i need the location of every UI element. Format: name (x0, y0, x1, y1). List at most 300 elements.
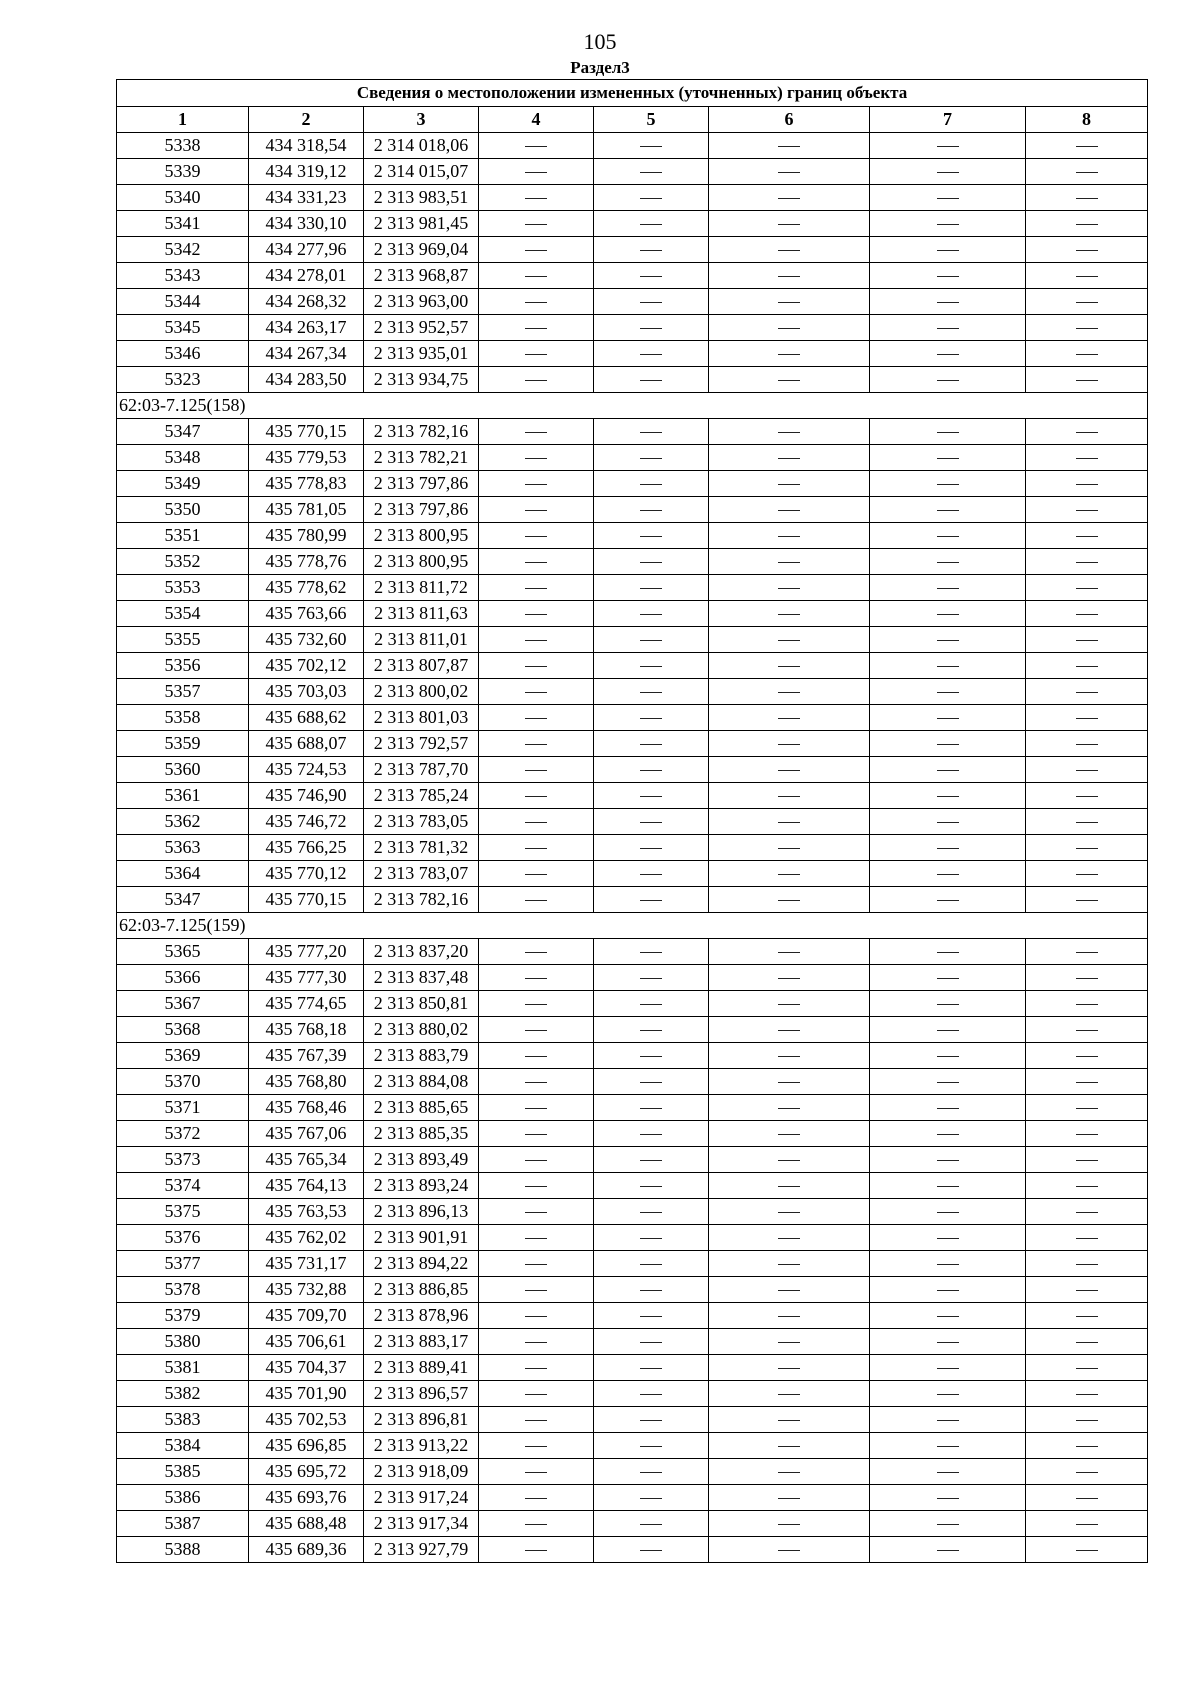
table-row (117, 1329, 1148, 1355)
empty-value-cell (870, 1199, 1026, 1225)
y-coordinate-cell: 2 313 896,81 (364, 1407, 479, 1433)
empty-value-cell (709, 861, 870, 887)
point-number-cell: 5338 (117, 133, 249, 159)
column-header: 4 (479, 107, 594, 133)
empty-value-cell (709, 653, 870, 679)
empty-value-cell (479, 1225, 594, 1251)
point-number-cell: 5384 (117, 1433, 249, 1459)
dash-mark (778, 1212, 800, 1213)
empty-value-cell (870, 1173, 1026, 1199)
point-number-cell: 5349 (117, 471, 249, 497)
empty-value-cell (870, 289, 1026, 315)
y-coordinate-cell: 2 313 969,04 (364, 237, 479, 263)
table-row (117, 1433, 1148, 1459)
dash-mark (778, 1134, 800, 1135)
empty-value-cell (709, 211, 870, 237)
dash-mark (1076, 1550, 1098, 1551)
y-coordinate-cell: 2 313 811,72 (364, 575, 479, 601)
empty-value-cell (594, 601, 709, 627)
empty-value-cell (870, 1511, 1026, 1537)
table-row (117, 1017, 1148, 1043)
dash-mark (525, 1368, 547, 1369)
table-row (117, 575, 1148, 601)
x-coordinate-cell: 435 770,15 (249, 419, 364, 445)
point-number-cell: 5323 (117, 367, 249, 393)
dash-mark (937, 198, 959, 199)
empty-value-cell (709, 575, 870, 601)
empty-value-cell (479, 783, 594, 809)
x-coordinate-cell: 434 283,50 (249, 367, 364, 393)
empty-value-cell (1026, 1433, 1148, 1459)
empty-value-cell (870, 705, 1026, 731)
x-coordinate-cell: 435 731,17 (249, 1251, 364, 1277)
dash-mark (778, 1160, 800, 1161)
empty-value-cell (709, 471, 870, 497)
empty-value-cell (870, 861, 1026, 887)
empty-value-cell (709, 835, 870, 861)
empty-value-cell (594, 549, 709, 575)
y-coordinate-cell: 2 313 801,03 (364, 705, 479, 731)
empty-value-cell (479, 991, 594, 1017)
point-number-cell: 5388 (117, 1537, 249, 1563)
dash-mark (640, 1186, 662, 1187)
dash-mark (525, 640, 547, 641)
empty-value-cell (594, 419, 709, 445)
empty-value-cell (709, 341, 870, 367)
empty-value-cell (594, 809, 709, 835)
dash-mark (778, 432, 800, 433)
empty-value-cell (870, 445, 1026, 471)
dash-mark (525, 1472, 547, 1473)
dash-mark (640, 250, 662, 251)
x-coordinate-cell: 435 746,72 (249, 809, 364, 835)
dash-mark (640, 1420, 662, 1421)
dash-mark (525, 614, 547, 615)
section-title: Раздел3 (570, 58, 630, 77)
empty-value-cell (594, 1407, 709, 1433)
empty-value-cell (1026, 861, 1148, 887)
dash-mark (525, 692, 547, 693)
dash-mark (937, 874, 959, 875)
dash-mark (778, 796, 800, 797)
dash-mark (1076, 718, 1098, 719)
table-row (117, 835, 1148, 861)
dash-mark (640, 562, 662, 563)
empty-value-cell (870, 809, 1026, 835)
dash-mark (1076, 354, 1098, 355)
dash-mark (1076, 744, 1098, 745)
dash-mark (525, 1264, 547, 1265)
x-coordinate-cell: 435 693,76 (249, 1485, 364, 1511)
y-coordinate-cell: 2 313 913,22 (364, 1433, 479, 1459)
dash-mark (640, 796, 662, 797)
empty-value-cell (479, 1407, 594, 1433)
point-number-cell: 5355 (117, 627, 249, 653)
point-number-cell: 5347 (117, 419, 249, 445)
x-coordinate-cell: 435 704,37 (249, 1355, 364, 1381)
empty-value-cell (479, 1485, 594, 1511)
empty-value-cell (594, 887, 709, 913)
empty-value-cell (870, 1251, 1026, 1277)
table-row (117, 1043, 1148, 1069)
x-coordinate-cell: 435 702,53 (249, 1407, 364, 1433)
dash-mark (778, 1030, 800, 1031)
x-coordinate-cell: 435 780,99 (249, 523, 364, 549)
table-row (117, 1095, 1148, 1121)
dash-mark (778, 666, 800, 667)
dash-mark (778, 1238, 800, 1239)
dash-mark (1076, 198, 1098, 199)
empty-value-cell (479, 679, 594, 705)
x-coordinate-cell: 435 732,88 (249, 1277, 364, 1303)
point-number-cell: 5369 (117, 1043, 249, 1069)
empty-value-cell (594, 185, 709, 211)
dash-mark (640, 770, 662, 771)
point-number-cell: 5363 (117, 835, 249, 861)
empty-value-cell (1026, 965, 1148, 991)
y-coordinate-cell: 2 313 811,63 (364, 601, 479, 627)
dash-mark (937, 1030, 959, 1031)
empty-value-cell (1026, 1381, 1148, 1407)
table-row (117, 1355, 1148, 1381)
dash-mark (640, 1134, 662, 1135)
empty-value-cell (870, 1355, 1026, 1381)
empty-value-cell (479, 1511, 594, 1537)
empty-value-cell (479, 1043, 594, 1069)
empty-value-cell (479, 523, 594, 549)
column-header: 6 (709, 107, 870, 133)
table-row (117, 1537, 1148, 1563)
dash-mark (778, 1108, 800, 1109)
table-row (117, 341, 1148, 367)
empty-value-cell (479, 471, 594, 497)
y-coordinate-cell: 2 313 927,79 (364, 1537, 479, 1563)
table-row (117, 185, 1148, 211)
empty-value-cell (594, 1069, 709, 1095)
point-number-cell: 5359 (117, 731, 249, 757)
empty-value-cell (594, 1381, 709, 1407)
empty-value-cell (479, 445, 594, 471)
empty-value-cell (1026, 1069, 1148, 1095)
y-coordinate-cell: 2 313 800,02 (364, 679, 479, 705)
group-label: 62:03-7.125(158) (117, 393, 1148, 419)
empty-value-cell (479, 887, 594, 913)
empty-value-cell (870, 939, 1026, 965)
dash-mark (525, 1290, 547, 1291)
table-row (117, 419, 1148, 445)
empty-value-cell (709, 1459, 870, 1485)
empty-value-cell (479, 1537, 594, 1563)
empty-value-cell (870, 471, 1026, 497)
empty-value-cell (1026, 887, 1148, 913)
point-number-cell: 5364 (117, 861, 249, 887)
empty-value-cell (594, 1433, 709, 1459)
dash-mark (1076, 1290, 1098, 1291)
dash-mark (937, 328, 959, 329)
dash-mark (640, 172, 662, 173)
group-label: 62:03-7.125(159) (117, 913, 1148, 939)
dash-mark (937, 1420, 959, 1421)
empty-value-cell (479, 1329, 594, 1355)
dash-mark (640, 484, 662, 485)
dash-mark (640, 510, 662, 511)
dash-mark (778, 146, 800, 147)
dash-mark (1076, 900, 1098, 901)
empty-value-cell (1026, 1173, 1148, 1199)
point-number-cell: 5339 (117, 159, 249, 185)
dash-mark (525, 1550, 547, 1551)
dash-mark (937, 666, 959, 667)
y-coordinate-cell: 2 313 800,95 (364, 549, 479, 575)
empty-value-cell (594, 523, 709, 549)
empty-value-cell (479, 1095, 594, 1121)
empty-value-cell (1026, 1043, 1148, 1069)
empty-value-cell (709, 1225, 870, 1251)
empty-value-cell (709, 809, 870, 835)
dash-mark (525, 900, 547, 901)
dash-mark (778, 172, 800, 173)
empty-value-cell (479, 627, 594, 653)
dash-mark (1076, 1212, 1098, 1213)
dash-mark (1076, 302, 1098, 303)
y-coordinate-cell: 2 313 963,00 (364, 289, 479, 315)
empty-value-cell (709, 939, 870, 965)
empty-value-cell (479, 939, 594, 965)
dash-mark (525, 250, 547, 251)
x-coordinate-cell: 435 767,39 (249, 1043, 364, 1069)
dash-mark (525, 302, 547, 303)
dash-mark (1076, 1446, 1098, 1447)
table-body (117, 133, 1148, 1563)
table-row (117, 367, 1148, 393)
y-coordinate-cell: 2 313 787,70 (364, 757, 479, 783)
empty-value-cell (1026, 757, 1148, 783)
empty-value-cell (870, 731, 1026, 757)
empty-value-cell (709, 1043, 870, 1069)
dash-mark (525, 1342, 547, 1343)
table-row (117, 445, 1148, 471)
empty-value-cell (479, 315, 594, 341)
x-coordinate-cell: 435 768,80 (249, 1069, 364, 1095)
empty-value-cell (709, 159, 870, 185)
dash-mark (937, 536, 959, 537)
empty-value-cell (594, 757, 709, 783)
empty-value-cell (479, 835, 594, 861)
dash-mark (525, 978, 547, 979)
empty-value-cell (1026, 835, 1148, 861)
dash-mark (937, 250, 959, 251)
point-number-cell: 5344 (117, 289, 249, 315)
dash-mark (525, 848, 547, 849)
dash-mark (525, 822, 547, 823)
dash-mark (1076, 380, 1098, 381)
empty-value-cell (709, 1147, 870, 1173)
dash-mark (778, 1550, 800, 1551)
empty-value-cell (870, 783, 1026, 809)
dash-mark (640, 718, 662, 719)
empty-value-cell (594, 133, 709, 159)
empty-value-cell (709, 991, 870, 1017)
table-row (117, 1459, 1148, 1485)
dash-mark (1076, 1524, 1098, 1525)
dash-mark (937, 562, 959, 563)
point-number-cell: 5356 (117, 653, 249, 679)
empty-value-cell (594, 315, 709, 341)
empty-value-cell (709, 289, 870, 315)
dash-mark (937, 640, 959, 641)
empty-value-cell (1026, 159, 1148, 185)
table-row (117, 237, 1148, 263)
dash-mark (525, 172, 547, 173)
point-number-cell: 5379 (117, 1303, 249, 1329)
dash-mark (778, 1446, 800, 1447)
dash-mark (778, 198, 800, 199)
empty-value-cell (1026, 341, 1148, 367)
y-coordinate-cell: 2 313 884,08 (364, 1069, 479, 1095)
dash-mark (1076, 1316, 1098, 1317)
dash-mark (778, 718, 800, 719)
empty-value-cell (870, 1095, 1026, 1121)
dash-mark (1076, 1160, 1098, 1161)
empty-value-cell (1026, 783, 1148, 809)
dash-mark (640, 1082, 662, 1083)
y-coordinate-cell: 2 313 782,21 (364, 445, 479, 471)
dash-mark (640, 640, 662, 641)
y-coordinate-cell: 2 313 893,24 (364, 1173, 479, 1199)
x-coordinate-cell: 435 765,34 (249, 1147, 364, 1173)
dash-mark (937, 1212, 959, 1213)
dash-mark (937, 770, 959, 771)
table-row (117, 523, 1148, 549)
empty-value-cell (870, 1485, 1026, 1511)
empty-value-cell (479, 1251, 594, 1277)
dash-mark (525, 874, 547, 875)
empty-value-cell (1026, 653, 1148, 679)
empty-value-cell (870, 1329, 1026, 1355)
page-number: 105 (583, 29, 617, 54)
table-row (117, 1173, 1148, 1199)
empty-value-cell (479, 653, 594, 679)
empty-value-cell (1026, 1017, 1148, 1043)
table-row (117, 965, 1148, 991)
empty-value-cell (709, 1069, 870, 1095)
dash-mark (640, 1108, 662, 1109)
x-coordinate-cell: 435 764,13 (249, 1173, 364, 1199)
empty-value-cell (479, 237, 594, 263)
dash-mark (525, 1316, 547, 1317)
table-caption-row (117, 80, 1148, 107)
y-coordinate-cell: 2 313 983,51 (364, 185, 479, 211)
dash-mark (778, 874, 800, 875)
empty-value-cell (594, 783, 709, 809)
point-number-cell: 5374 (117, 1173, 249, 1199)
dash-mark (778, 224, 800, 225)
empty-value-cell (709, 185, 870, 211)
y-coordinate-cell: 2 313 878,96 (364, 1303, 479, 1329)
empty-value-cell (594, 939, 709, 965)
empty-value-cell (870, 1303, 1026, 1329)
empty-value-cell (870, 1069, 1026, 1095)
column-header: 1 (117, 107, 249, 133)
empty-value-cell (594, 471, 709, 497)
table-row (117, 497, 1148, 523)
empty-value-cell (1026, 523, 1148, 549)
point-number-cell: 5357 (117, 679, 249, 705)
dash-mark (937, 1186, 959, 1187)
dash-mark (1076, 276, 1098, 277)
empty-value-cell (1026, 1225, 1148, 1251)
dash-mark (525, 1134, 547, 1135)
dash-mark (1076, 458, 1098, 459)
dash-mark (937, 276, 959, 277)
dash-mark (525, 536, 547, 537)
empty-value-cell (594, 835, 709, 861)
table-row (117, 1303, 1148, 1329)
dash-mark (525, 432, 547, 433)
dash-mark (937, 458, 959, 459)
empty-value-cell (870, 835, 1026, 861)
empty-value-cell (1026, 731, 1148, 757)
dash-mark (525, 484, 547, 485)
empty-value-cell (594, 1459, 709, 1485)
point-number-cell: 5343 (117, 263, 249, 289)
dash-mark (937, 1524, 959, 1525)
dash-mark (778, 744, 800, 745)
dash-mark (778, 484, 800, 485)
y-coordinate-cell: 2 313 783,05 (364, 809, 479, 835)
dash-mark (525, 1524, 547, 1525)
point-number-cell: 5358 (117, 705, 249, 731)
x-coordinate-cell: 435 706,61 (249, 1329, 364, 1355)
empty-value-cell (870, 679, 1026, 705)
x-coordinate-cell: 435 688,48 (249, 1511, 364, 1537)
dash-mark (937, 224, 959, 225)
empty-value-cell (594, 679, 709, 705)
point-number-cell: 5347 (117, 887, 249, 913)
empty-value-cell (1026, 445, 1148, 471)
x-coordinate-cell: 435 703,03 (249, 679, 364, 705)
empty-value-cell (594, 1225, 709, 1251)
table-row (117, 887, 1148, 913)
empty-value-cell (594, 991, 709, 1017)
table-row (117, 1225, 1148, 1251)
empty-value-cell (709, 1303, 870, 1329)
dash-mark (937, 302, 959, 303)
x-coordinate-cell: 435 777,30 (249, 965, 364, 991)
dash-mark (640, 1472, 662, 1473)
point-number-cell: 5373 (117, 1147, 249, 1173)
dash-mark (937, 380, 959, 381)
empty-value-cell (870, 1225, 1026, 1251)
table-row (117, 471, 1148, 497)
dash-mark (778, 276, 800, 277)
empty-value-cell (1026, 289, 1148, 315)
dash-mark (778, 458, 800, 459)
point-number-cell: 5351 (117, 523, 249, 549)
y-coordinate-cell: 2 313 850,81 (364, 991, 479, 1017)
dash-mark (1076, 328, 1098, 329)
point-number-cell: 5368 (117, 1017, 249, 1043)
dash-mark (525, 952, 547, 953)
dash-mark (525, 1212, 547, 1213)
empty-value-cell (709, 1511, 870, 1537)
empty-value-cell (870, 133, 1026, 159)
empty-value-cell (479, 1121, 594, 1147)
empty-value-cell (1026, 1251, 1148, 1277)
empty-value-cell (479, 1147, 594, 1173)
empty-value-cell (1026, 1511, 1148, 1537)
empty-value-cell (594, 1485, 709, 1511)
